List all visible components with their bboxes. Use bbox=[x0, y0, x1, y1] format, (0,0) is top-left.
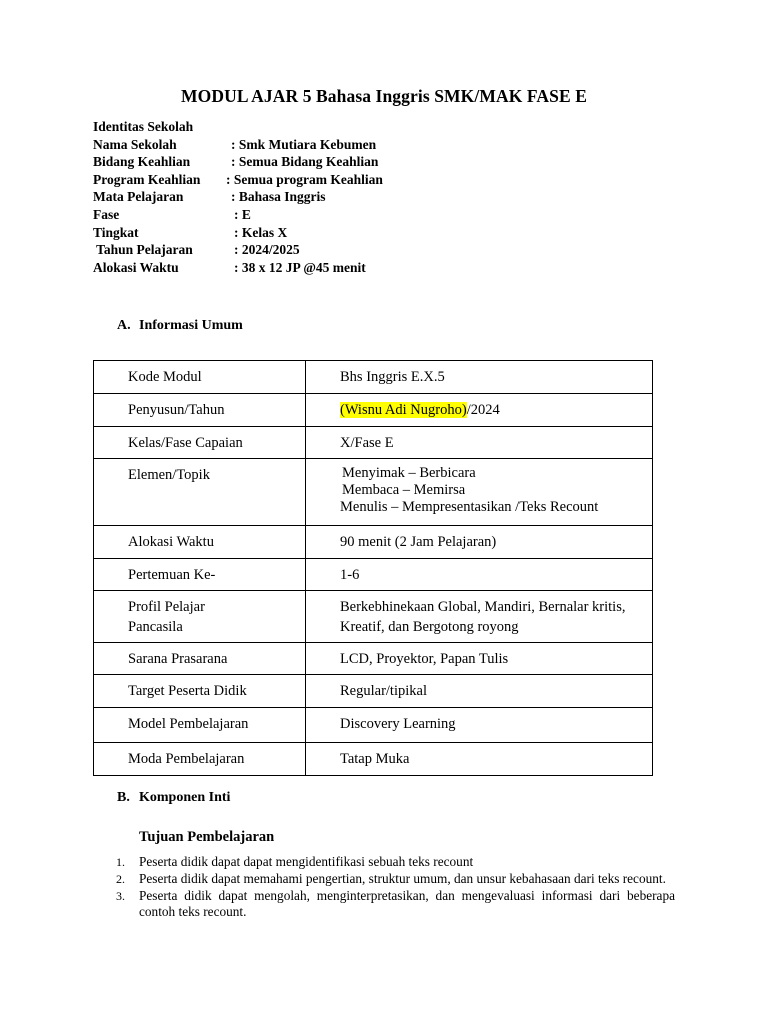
row-value: Discovery Learning bbox=[340, 716, 456, 732]
table-row bbox=[94, 559, 653, 591]
identity-value: : 38 x 12 JP @45 menit bbox=[234, 259, 366, 275]
label-line: Pancasila bbox=[128, 619, 183, 635]
topic-line: Menyimak – Berbicara bbox=[342, 465, 476, 481]
row-value: Tatap Muka bbox=[340, 751, 410, 767]
document-title: MODUL AJAR 5 Bahasa Inggris SMK/MAK FASE E bbox=[181, 86, 587, 106]
row-value bbox=[340, 591, 652, 637]
table-row bbox=[94, 643, 653, 675]
row-label: Sarana Prasarana bbox=[128, 651, 228, 667]
row-label: Moda Pembelajaran bbox=[128, 751, 245, 767]
identity-label: Tingkat bbox=[93, 224, 139, 240]
identity-label: Alokasi Waktu bbox=[93, 259, 179, 275]
row-value: 90 menit (2 Jam Pelajaran) bbox=[340, 534, 497, 550]
row-label: Pertemuan Ke- bbox=[128, 567, 216, 583]
learning-objectives-list bbox=[93, 854, 675, 921]
general-info-table bbox=[93, 360, 653, 776]
list-number: 2. bbox=[116, 871, 125, 886]
learning-objectives-heading: Tujuan Pembelajaran bbox=[139, 829, 275, 845]
table-row bbox=[94, 708, 653, 743]
label-line: Profil Pelajar bbox=[128, 599, 205, 615]
identity-value: : Semua program Keahlian bbox=[226, 171, 383, 187]
section-letter: A. bbox=[117, 318, 131, 333]
topic-line: Membaca – Memirsa bbox=[342, 481, 466, 498]
row-label bbox=[128, 591, 305, 637]
list-item bbox=[93, 888, 675, 922]
table-row bbox=[94, 427, 653, 459]
list-text: Peserta didik dapat dapat mengidentifikasi sebuah teks recount bbox=[139, 854, 474, 869]
identity-label: Mata Pelajaran bbox=[93, 189, 184, 205]
table-row bbox=[94, 743, 653, 776]
list-text: Peserta didik dapat mengolah, menginterpretasikan, dan mengevaluasi informasi dari beberapa contoh teks recount. bbox=[139, 887, 675, 920]
row-value: Regular/tipikal bbox=[340, 683, 427, 699]
row-label: Target Peserta Didik bbox=[128, 683, 247, 699]
identity-value: : Kelas X bbox=[234, 224, 288, 240]
table-row bbox=[94, 526, 653, 559]
list-text: Peserta didik dapat memahami pengertian, struktur umum, dan unsur kebahasaan dari teks recount. bbox=[139, 870, 666, 886]
row-value: LCD, Proyektor, Papan Tulis bbox=[340, 651, 509, 667]
section-title: Informasi Umum bbox=[139, 318, 243, 333]
author-year: /2024 bbox=[466, 402, 500, 418]
identity-heading-label: Identitas Sekolah bbox=[93, 119, 194, 134]
highlighted-author: (Wisnu Adi Nugroho) bbox=[340, 402, 467, 418]
identity-label: Bidang Keahlian bbox=[93, 154, 191, 170]
row-label: Elemen/Topik bbox=[128, 467, 210, 483]
section-b-heading bbox=[117, 790, 230, 806]
row-value: 1-6 bbox=[340, 567, 360, 583]
table-row bbox=[94, 394, 653, 427]
table-row bbox=[94, 361, 653, 394]
row-label: Model Pembelajaran bbox=[128, 716, 249, 732]
list-number: 3. bbox=[116, 888, 125, 903]
identity-label: Program Keahlian bbox=[93, 171, 201, 187]
section-a-heading bbox=[117, 318, 243, 334]
row-label: Alokasi Waktu bbox=[128, 534, 214, 550]
row-value bbox=[340, 459, 652, 515]
row-label: Kode Modul bbox=[128, 369, 202, 385]
table-row bbox=[94, 591, 653, 643]
identity-value: : E bbox=[234, 206, 251, 222]
identity-label: Tahun Pelajaran bbox=[93, 242, 193, 258]
table-row bbox=[94, 459, 653, 526]
table-row bbox=[94, 675, 653, 708]
section-letter: B. bbox=[117, 790, 130, 805]
list-number: 1. bbox=[116, 855, 125, 869]
list-item bbox=[93, 871, 675, 888]
row-value: X/Fase E bbox=[340, 435, 394, 451]
identity-value: : Bahasa Inggris bbox=[231, 189, 326, 205]
list-item bbox=[93, 854, 675, 871]
identity-label: Fase bbox=[93, 206, 120, 222]
identity-label: Nama Sekolah bbox=[93, 136, 177, 152]
identity-value: : Semua Bidang Keahlian bbox=[231, 154, 379, 170]
profile-line: Kreatif, dan Bergotong royong bbox=[340, 619, 519, 635]
row-value: Bhs Inggris E.X.5 bbox=[340, 369, 445, 385]
row-label: Penyusun/Tahun bbox=[128, 402, 225, 418]
row-label: Kelas/Fase Capaian bbox=[128, 435, 243, 451]
identity-value: : Smk Mutiara Kebumen bbox=[231, 136, 377, 152]
profile-line: Berkebhinekaan Global, Mandiri, Bernalar kritis, bbox=[340, 599, 626, 615]
topic-line: Menulis – Mempresentasikan /Teks Recount bbox=[340, 498, 599, 515]
identity-value: : 2024/2025 bbox=[234, 242, 300, 258]
section-title: Komponen Inti bbox=[139, 790, 231, 805]
row-value bbox=[340, 394, 652, 420]
